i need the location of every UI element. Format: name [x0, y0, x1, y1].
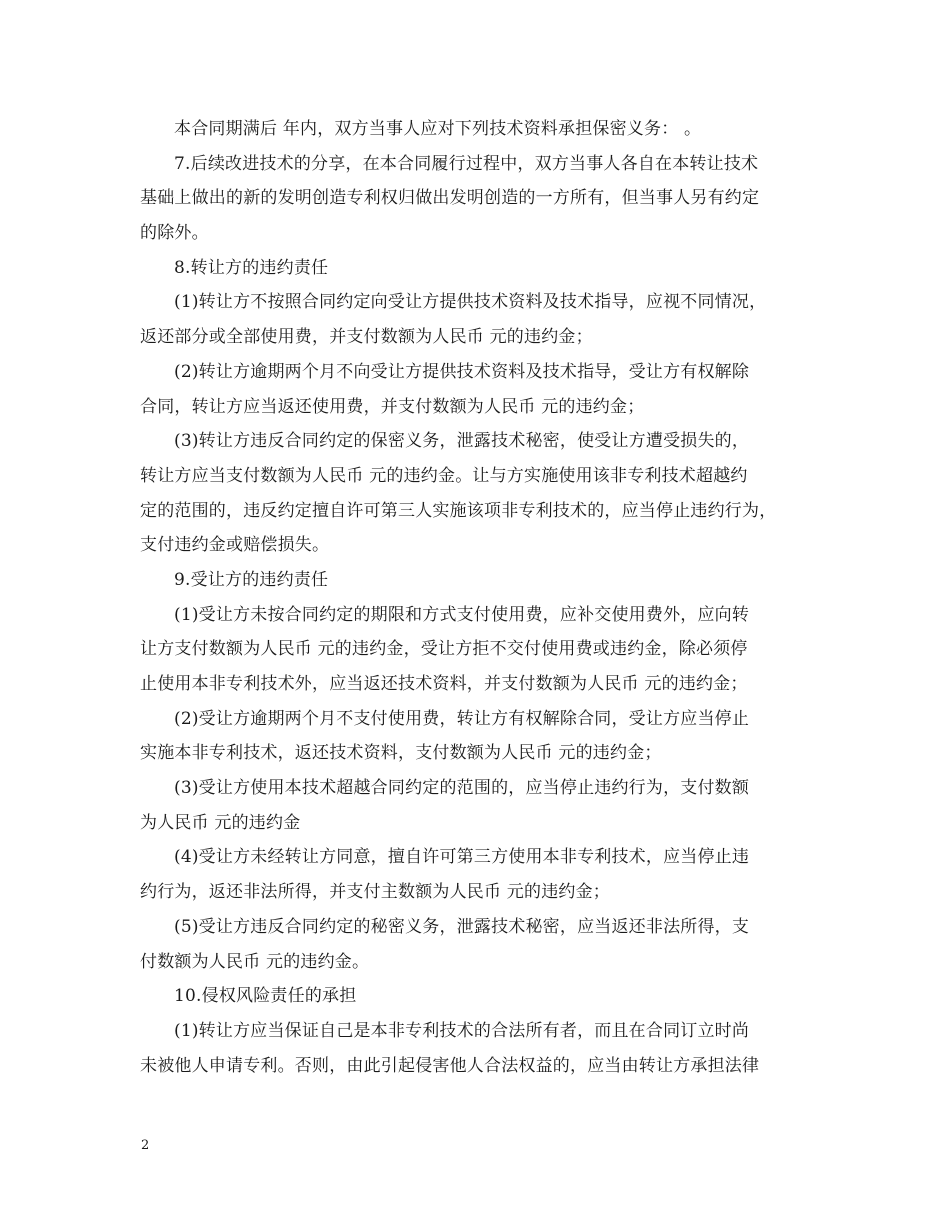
text-line: 合同，转让方应当返还使用费，并支付数额为人民币 元的违约金；	[140, 396, 645, 417]
page-number: 2	[141, 1138, 150, 1153]
text-line: 返还部分或全部使用费，并支付数额为人民币 元的违约金；	[140, 327, 593, 348]
text-line: 10.侵权风险责任的承担	[174, 986, 357, 1007]
text-line: 基础上做出的新的发明创造专利权归做出发明创造的一方所有，但当事人另有约定	[140, 188, 760, 209]
text-line: 的除外。	[140, 223, 209, 244]
text-line: 本合同期满后 年内，双方当事人应对下列技术资料承担保密义务： 。	[174, 119, 702, 139]
text-line: 8.转让方的违约责任	[174, 257, 329, 278]
text-line: 转让方应当支付数额为人民币 元的违约金。让与方实施使用该非专利技术超越约	[140, 465, 748, 486]
text-line: (1)转让方应当保证自己是本非专利技术的合法所有者，而且在合同订立时尚	[174, 1020, 750, 1041]
text-line: 支付违约金或赔偿损失。	[140, 535, 330, 556]
text-line: (1)转让方不按照合同约定向受让方提供技术资料及技术指导，应视不同情况，	[174, 292, 767, 313]
text-line: (3)转让方违反合同约定的保密义务，泄露技术秘密，使受让方遭受损失的，	[174, 431, 750, 452]
document-body	[140, 112, 820, 1083]
text-line: (4)受让方未经转让方同意，擅自许可第三方使用本非专利技术，应当停止违	[174, 847, 750, 868]
text-line: (1)受让方未按合同约定的期限和方式支付使用费，应补交使用费外，应向转	[174, 604, 750, 625]
text-line: 9.受让方的违约责任	[174, 569, 329, 590]
text-line: (3)受让方使用本技术超越合同约定的范围的，应当停止违约行为，支付数额	[174, 778, 750, 799]
text-line: 约行为，返还非法所得，并支付主数额为人民币 元的违约金；	[140, 882, 611, 903]
text-line: 让方支付数额为人民币 元的违约金，受让方拒不交付使用费或违约金，除必须停	[140, 639, 748, 660]
text-line: (2)受让方逾期两个月不支付使用费，转让方有权解除合同，受让方应当停止	[174, 708, 750, 729]
text-line: 止使用本非专利技术外，应当返还技术资料，并支付数额为人民币 元的违约金；	[140, 674, 748, 694]
text-line: 为人民币 元的违约金	[140, 812, 301, 833]
text-line: 7.后续改进技术的分享，在本合同履行过程中，双方当事人各自在本转让技术	[174, 153, 759, 174]
text-line: 付数额为人民币 元的违约金。	[140, 951, 370, 972]
text-line: 定的范围的，违反约定擅自许可第三人实施该项非专利技术的，应当停止违约行为，	[140, 500, 777, 521]
text-line: 实施本非专利技术，返还技术资料，支付数额为人民币 元的违约金；	[140, 743, 662, 764]
text-line: (5)受让方违反合同约定的秘密义务，泄露技术秘密，应当返还非法所得，支	[174, 916, 750, 937]
text-line: (2)转让方逾期两个月不向受让方提供技术资料及技术指导，受让方有权解除	[174, 361, 750, 382]
text-line: 未被他人申请专利。否则，由此引起侵害他人合法权益的，应当由转让方承担法律	[140, 1055, 760, 1076]
